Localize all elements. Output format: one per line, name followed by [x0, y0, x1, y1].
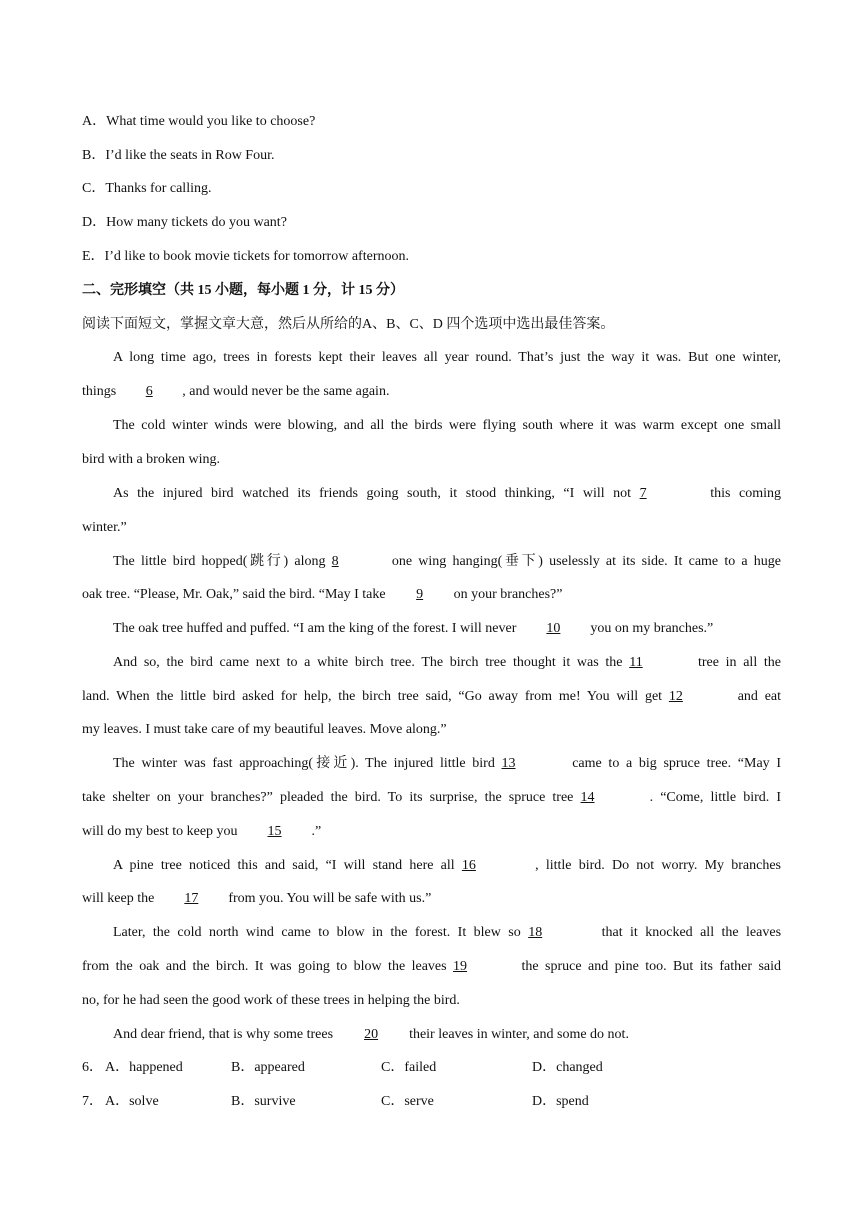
- blank-18: 18: [528, 925, 543, 940]
- blank-8: 8: [331, 554, 339, 569]
- passage-line: from the oak and the birch. It was going to blow the leaves 19 the spruce and pine too. But its father said: [82, 957, 781, 977]
- passage-line: will do my best to keep you 15 .”: [82, 822, 321, 842]
- passage-line: take shelter on your branches?” pleaded the bird. To its surprise, the spruce tree 14 . “Come, little bird. I: [82, 788, 781, 808]
- blank-11: 11: [629, 655, 643, 670]
- blank-19: 19: [453, 959, 468, 974]
- choice-d[interactable]: D．changed: [532, 1060, 603, 1075]
- question-number: 7．: [82, 1094, 103, 1109]
- passage-line: will keep the 17 from you. You will be safe with us.”: [82, 889, 431, 909]
- section-instruction: 阅读下面短文，掌握文章大意，然后从所给的A、B、C、D 四个选项中选出最佳答案。: [82, 317, 615, 332]
- blank-13: 13: [501, 756, 516, 771]
- passage-line: A long time ago, trees in forests kept their leaves all year round. That’s just the way it was. But one winter,: [113, 350, 781, 365]
- passage-line: bird with a broken wing.: [82, 452, 221, 467]
- blank-12: 12: [668, 689, 683, 704]
- dialogue-option-d: D．How many tickets do you want?: [82, 215, 287, 230]
- passage-line: things 6 , and would never be the same again.: [82, 382, 389, 402]
- passage-line: no, for he had seen the good work of these trees in helping the bird.: [82, 993, 460, 1008]
- dialogue-option-b: B．I’d like the seats in Row Four.: [82, 148, 275, 163]
- passage-line: Later, the cold north wind came to blow in the forest. It blew so 18 that it knocked all the leaves: [113, 923, 781, 943]
- dialogue-option-a: A．What time would you like to choose?: [82, 114, 316, 129]
- blank-9: 9: [416, 587, 424, 602]
- blank-7: 7: [639, 486, 647, 501]
- blank-15: 15: [267, 824, 282, 839]
- blank-20: 20: [364, 1027, 379, 1042]
- choice-d[interactable]: D．spend: [532, 1094, 589, 1109]
- passage-line: land. When the little bird asked for help, the birch tree said, “Go away from me! You will get 12 and eat: [82, 687, 781, 707]
- passage-line: The cold winter winds were blowing, and all the birds were flying south where it was warm except one small: [113, 418, 781, 433]
- passage-line: The winter was fast approaching(接近). The injured little bird 13 came to a big spruce tree. “May I: [113, 754, 781, 774]
- question-number: 6．: [82, 1060, 103, 1075]
- passage-line: The little bird hopped(跳行) along 8 one wing hanging(垂下) uselessly at its side. It came to a huge: [113, 552, 781, 572]
- section-heading: 二、完形填空（共 15 小题，每小题 1 分，计 15 分）: [82, 283, 404, 298]
- choice-a[interactable]: A．solve: [105, 1094, 159, 1109]
- passage-line: And so, the bird came next to a white birch tree. The birch tree thought it was the 11 tree in all the: [113, 653, 781, 673]
- blank-10: 10: [546, 621, 561, 636]
- passage-line: winter.”: [82, 520, 127, 535]
- dialogue-option-c: C．Thanks for calling.: [82, 181, 212, 196]
- passage-line: The oak tree huffed and puffed. “I am the king of the forest. I will never 10 you on my branches.”: [113, 619, 713, 639]
- dialogue-option-e: E．I’d like to book movie tickets for tomorrow afternoon.: [82, 249, 409, 264]
- passage-line: A pine tree noticed this and said, “I will stand here all 16 , little bird. Do not worry. My branches: [113, 856, 781, 876]
- blank-17: 17: [184, 891, 199, 906]
- choice-b[interactable]: B．appeared: [231, 1060, 305, 1075]
- passage-line: And dear friend, that is why some trees 20 their leaves in winter, and some do not.: [113, 1025, 629, 1045]
- blank-6: 6: [145, 384, 153, 399]
- passage-line: As the injured bird watched its friends going south, it stood thinking, “I will not 7 this coming: [113, 484, 781, 504]
- choice-c[interactable]: C．failed: [381, 1060, 437, 1075]
- choice-a[interactable]: A．happened: [105, 1060, 183, 1075]
- passage-line: my leaves. I must take care of my beautiful leaves. Move along.”: [82, 722, 447, 737]
- choice-b[interactable]: B．survive: [231, 1094, 296, 1109]
- blank-16: 16: [461, 858, 476, 873]
- blank-14: 14: [580, 790, 595, 805]
- choice-c[interactable]: C．serve: [381, 1094, 434, 1109]
- passage-line: oak tree. “Please, Mr. Oak,” said the bird. “May I take 9 on your branches?”: [82, 585, 562, 605]
